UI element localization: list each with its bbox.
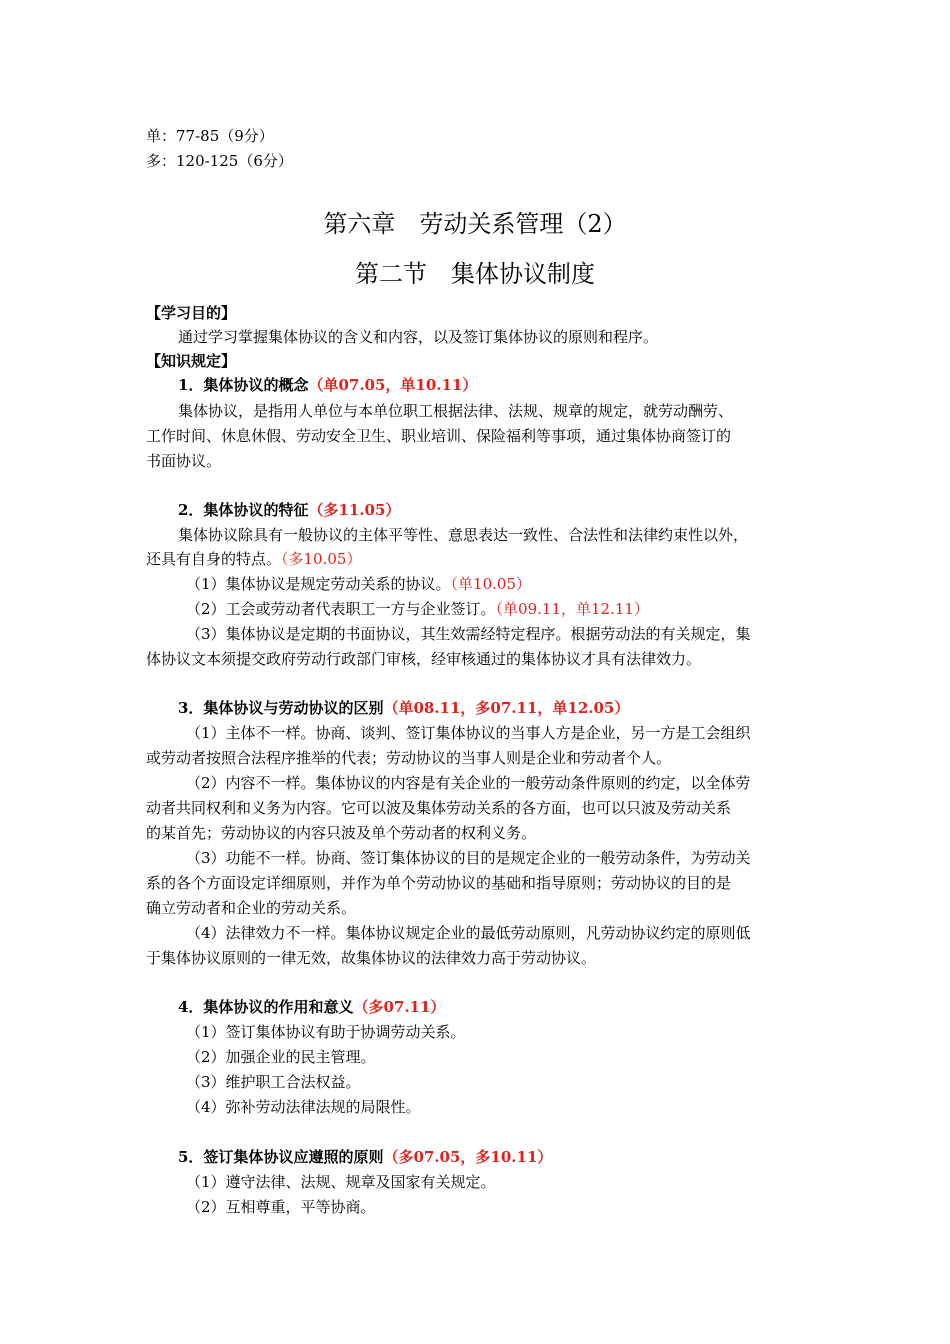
section-1-heading-text: 1．集体协议的概念 [178,376,309,394]
section-2-para-line [146,547,361,571]
section-2-para-text: 还具有自身的特点。 [146,550,282,568]
section-4-item: （1）签订集体协议有助于协调劳动关系。 [186,1023,466,1041]
section-2-heading-text: 2．集体协议的特征 [178,501,309,519]
chapter-number: 第六章 [323,210,396,238]
section-4-item: （2）加强企业的民主管理。 [186,1048,376,1066]
section-2-exam-ref: （多11.05） [308,501,401,519]
section-title [0,256,950,292]
section-1-heading [178,373,477,397]
section-3-item-line: （3）功能不一样。协商、签订集体协议的目的是规定企业的一般劳动条件，为劳动关 [186,849,751,867]
section-4-item: （4）弥补劳动法律法规的局限性。 [186,1098,421,1116]
section-3-item-line: （1）主体不一样。协商、谈判、签订集体协议的当事人方是企业，另一方是工会组织 [186,724,751,742]
section-3-item-line: 确立劳动者和企业的劳动关系。 [146,899,357,917]
section-2-item-2-ref: （单09.11，单12.11） [495,600,649,618]
section-3-item-line: 动者共同权利和义务为内容。它可以波及集体劳动关系的各方面，也可以只波及劳动关系 [146,799,732,817]
section-number: 第二节 [355,260,427,288]
section-5-heading [178,1145,552,1169]
section-5-item: （1）遵守法律、法规、规章及国家有关规定。 [186,1173,496,1191]
section-3-item-line: （4）法律效力不一样。集体协议规定企业的最低劳动原则，凡劳动协议约定的原则低 [186,924,751,942]
section-2-item-1-ref: （单10.05） [450,575,531,593]
section-5-heading-text: 5．签订集体协议应遵照的原则 [178,1148,384,1166]
section-2-para-ref: （多10.05） [281,550,362,568]
section-2-item-2-text: （2）工会或劳动者代表职工一方与企业签订。 [186,600,496,618]
knowledge-heading: 【知识规定】 [146,352,237,370]
section-2-para-line: 集体协议除具有一般协议的主体平等性、意思表达一致性、合法性和法律约束性以外， [178,526,749,544]
section-5-exam-ref: （多07.05，多10.11） [383,1148,553,1166]
section-1-exam-ref: （单07.05，单10.11） [308,376,478,394]
section-1-para-line: 工作时间、休息休假、劳动安全卫生、职业培训、保险福利等事项，通过集体协商签订的 [146,427,732,445]
chapter-title [0,206,950,242]
section-3-item-line: （2）内容不一样。集体协议的内容是有关企业的一般劳动条件原则的约定，以全体劳 [186,774,751,792]
chapter-name: 劳动关系管理（2） [419,210,627,238]
section-3-heading-text: 3．集体协议与劳动协议的区别 [178,699,384,717]
section-3-exam-ref: （单08.11，多07.11，单12.05） [383,699,630,717]
multi-choice-range: 多：120-125（6分） [146,152,293,170]
section-2-item-1 [186,572,531,596]
section-2-item-3-line: （3）集体协议是定期的书面协议，其生效需经特定程序。根据劳动法的有关规定，集 [186,625,751,643]
single-choice-range: 单：77-85（9分） [146,127,274,145]
section-5-item: （2）互相尊重，平等协商。 [186,1198,376,1216]
section-4-heading [178,995,445,1019]
section-3-item-line: 的某首先；劳动协议的内容只波及单个劳动者的权利义务。 [146,824,537,842]
section-name: 集体协议制度 [451,260,595,288]
section-2-item-1-text: （1）集体协议是规定劳动关系的协议。 [186,575,451,593]
section-4-exam-ref: （多07.11） [353,998,446,1016]
section-2-heading [178,498,400,522]
objective-text: 通过学习掌握集体协议的含义和内容，以及签订集体协议的原则和程序。 [178,328,659,346]
section-3-item-line: 于集体协议原则的一律无效，故集体协议的法律效力高于劳动协议。 [146,949,597,967]
section-3-item-line: 系的各个方面设定详细原则，并作为单个劳动协议的基础和指导原则；劳动协议的目的是 [146,874,732,892]
section-1-para-line: 集体协议，是指用人单位与本单位职工根据法律、法规、规章的规定，就劳动酬劳、 [178,402,734,420]
section-4-item: （3）维护职工合法权益。 [186,1073,361,1091]
section-3-heading [178,696,629,720]
section-3-item-line: 或劳动者按照合法程序推举的代表；劳动协议的当事人则是企业和劳动者个人。 [146,749,672,767]
objective-heading: 【学习目的】 [146,304,237,322]
section-4-heading-text: 4．集体协议的作用和意义 [178,998,354,1016]
section-1-para-line: 书面协议。 [146,452,222,470]
section-2-item-3-line: 体协议文本须提交政府劳动行政部门审核，经审核通过的集体协议才具有法律效力。 [146,650,702,668]
section-2-item-2 [186,597,649,621]
